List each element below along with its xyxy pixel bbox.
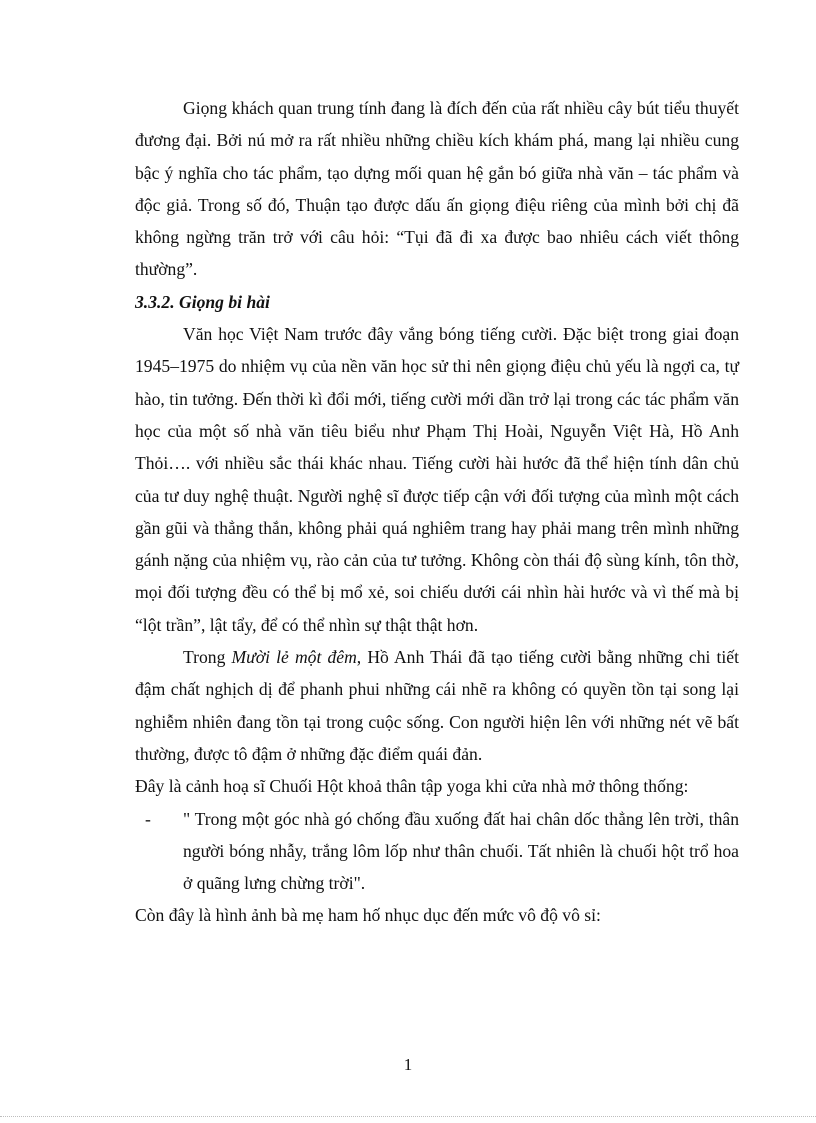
paragraph-intro: Giọng khách quan trung tính đang là đích đến của rất nhiều cây bút tiểu thuyết đương đại. Bởi nú mở ra rất nhiều những chiều kích khám phá, mang lại nhiều cung bậc ý nghĩa cho tác phẩm, tạo dựng mối quan hệ gắn bó giữa nhà văn – tác phẩm và độc giả. Trong số đó, Thuận tạo được dấu ấn giọng điệu riêng của mình bởi chị đã không ngừng trăn trở với câu hỏi: “Tụi đã đi xa được bao nhiêu cách viết thông thường”.: [135, 98, 739, 280]
page-number: 1: [403, 1055, 413, 1074]
paragraph-muoi-le-mot-dem: [135, 641, 739, 770]
quote-bullet: [135, 803, 739, 900]
paragraph-closing: Còn đây là hình ảnh bà mẹ ham hố nhục dục đến mức vô độ vô sỉ:: [135, 905, 601, 926]
paragraph-lead: Trong: [183, 647, 232, 668]
book-title: Mười lẻ một đêm: [231, 647, 357, 668]
body-text: [135, 92, 739, 932]
paragraph-history: Văn học Việt Nam trước đây vắng bóng tiếng cười. Đặc biệt trong giai đoạn 1945–1975 do nhiệm vụ của nền văn học sử thi nên giọng điệu chủ yếu là ngợi ca, tự hào, tin tưởng. Đến thời kì đổi mới, tiếng cười mới dần trở lại trong các tác phẩm văn học của một số nhà văn tiêu biểu như Phạm Thị Hoài, Nguyễn Việt Hà, Hồ Anh Thỏi…. với nhiều sắc thái khác nhau. Tiếng cười hài hước đã thể hiện tính dân chủ của tư duy nghệ thuật. Người nghệ sĩ được tiếp cận với đối tượng của mình một cách gần gũi và thẳng thắn, không phải quá nghiêm trang hay phải mang trên mình những gánh nặng của nhiệm vụ, rào cản của tư tưởng. Không còn thái độ sùng kính, tôn thờ, mọi đối tượng đều có thể bị mổ xẻ, soi chiếu dưới cái nhìn hài hước và vì thế mà bị “lột trần”, lật tẩy, để có thể nhìn sự thật thật hơn.: [135, 324, 739, 635]
quote-text: " Trong một góc nhà gó chống đầu xuống đất hai chân dốc thẳng lên trời, thân người bóng nhẫy, trắng lôm lốp như thân chuối. Tất nhiên là chuối hột trổ hoa ở quãng lưng chừng trời".: [183, 808, 739, 894]
page-bottom-divider: [0, 1116, 816, 1117]
paragraph-rest: , Hồ Anh Thái đã tạo tiếng cười bằng những chi tiết đậm chất nghịch dị để phanh phui những cái nhẽ ra không có quyền tồn tại song lại nghiễm nhiên đang tồn tại trong cuộc sống. Con người hiện lên với những nét vẽ bất thường, được tô đậm ở những đặc điểm quái đản.: [135, 647, 739, 764]
section-heading: 3.3.2. Giọng bi hài: [135, 291, 270, 312]
bullet-dash: -: [145, 808, 151, 829]
paragraph-scene: Đây là cảnh hoạ sĩ Chuối Hột khoả thân tập yoga khi cửa nhà mở thông thống:: [135, 776, 689, 797]
